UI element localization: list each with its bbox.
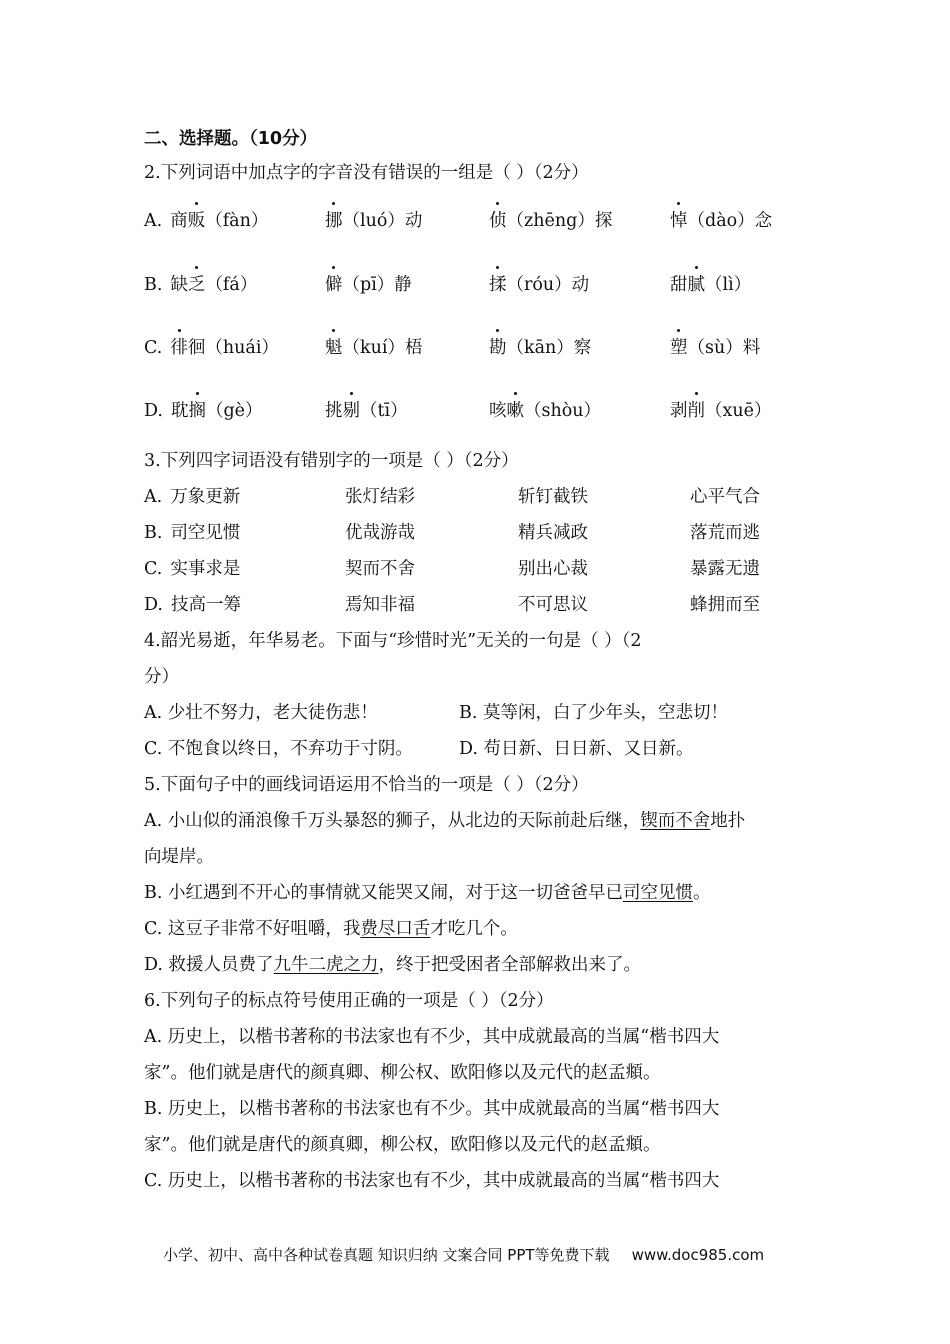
q2-option-a-item: 侦（zhēng）探 — [489, 211, 613, 231]
q3-option-c-word: 别出心裁 — [518, 559, 588, 579]
q2-option-a-item: 悼（dào）念 — [670, 211, 773, 231]
q4-option-d: D. 苟日新、日日新、又日新。 — [459, 739, 694, 759]
dotted-character: 剔 — [342, 401, 360, 421]
dotted-character: 魁 — [325, 338, 343, 358]
q3-option-a-word: 斩钉截铁 — [518, 487, 588, 507]
q3-option-a-word: 心平气合 — [690, 487, 760, 507]
option-label: D. — [144, 401, 163, 421]
q5-stem: 5.下面句子中的画线词语运用不恰当的一项是（ ）（2分） — [144, 775, 589, 795]
dotted-character: 塑 — [670, 338, 688, 358]
q2-stem: 2.下列词语中加点字的字音没有错误的一组是（ ）（2分） — [144, 163, 589, 183]
q2-option-b-item: 甜腻（lì） — [670, 275, 752, 295]
footer — [163, 1244, 764, 1265]
q2-option-b-item: 揉（róu）动 — [489, 275, 590, 295]
q3-option-a-word: A. 万象更新 — [144, 487, 241, 507]
q5-underlined-c: 费尽口舌 — [360, 919, 431, 939]
q4-stem-line2: 分） — [144, 667, 179, 687]
q3-option-b-word: 优哉游哉 — [345, 523, 415, 543]
q5-option-d: D. 救援人员费了九牛二虎之力，终于把受困者全部解救出来了。 — [144, 955, 642, 975]
q3-stem: 3.下列四字词语没有错别字的一项是（ ）（2分） — [144, 451, 519, 471]
dotted-character: 悼 — [670, 211, 688, 231]
q6-option-b: B. 历史上，以楷书著称的书法家也有不少。其中成就最高的当属“楷书四大 — [144, 1099, 720, 1119]
option-label: B. — [144, 523, 163, 543]
q5-option-b: B. 小红遇到不开心的事情就又能哭又闹，对于这一切爸爸早已司空见惯。 — [144, 883, 711, 903]
q5-underlined-d: 九牛二虎之力 — [273, 955, 379, 975]
q2-option-c-item: 魁（kuí）梧 — [325, 338, 423, 358]
option-label: A. — [144, 487, 163, 507]
q3-option-b-word: B. 司空见惯 — [144, 523, 241, 543]
dotted-character: 嗽 — [506, 401, 524, 421]
q2-option-d-item: 剥削（xuē） — [670, 401, 772, 421]
option-label: D. — [144, 595, 163, 615]
q3-option-b-word: 精兵减政 — [518, 523, 588, 543]
footer-url[interactable]: www.doc985.com — [631, 1246, 765, 1264]
option-label: C. — [144, 338, 163, 358]
q5-option-a-line2: 向堤岸。 — [144, 847, 214, 867]
dotted-character: 勘 — [489, 338, 507, 358]
section-title: 二、选择题。（10分） — [144, 129, 318, 149]
q3-option-c-word: 暴露无遗 — [690, 559, 760, 579]
dotted-character: 贩 — [187, 211, 206, 231]
option-label: B. — [144, 275, 163, 295]
q6-option-a-line2: 家”。他们就是唐代的颜真卿、柳公权、欧阳修以及元代的赵孟頫。 — [144, 1063, 661, 1083]
q3-option-a-word: 张灯结彩 — [345, 487, 415, 507]
q2-option-d-item: 咳嗽（shòu） — [489, 401, 602, 421]
q5-option-c: C. 这豆子非常不好咀嚼，我费尽口舌才吃几个。 — [144, 919, 518, 939]
dotted-character: 腻 — [687, 275, 705, 295]
q3-option-b-word: 落荒而逃 — [690, 523, 760, 543]
q2-option-b-item: B. 缺乏（fá） — [144, 275, 258, 295]
q5-option-a: A. 小山似的涌浪像千万头暴怒的狮子，从北边的天际前赴后继，锲而不舍地扑 — [144, 811, 746, 831]
dotted-character: 搁 — [188, 401, 206, 421]
dotted-character: 乏 — [187, 275, 206, 295]
q2-option-c-item: C. 徘徊（huái） — [144, 338, 279, 358]
q2-option-d-item: D. 耽搁（gè） — [144, 401, 263, 421]
q6-stem: 6.下列句子的标点符号使用正确的一项是（ ）（2分） — [144, 991, 554, 1011]
q2-option-c-item: 塑（sù）料 — [670, 338, 761, 358]
option-label: A. — [144, 211, 163, 231]
q2-option-c-item: 勘（kān）察 — [489, 338, 592, 358]
q3-option-d-word: 焉知非福 — [345, 595, 415, 615]
q6-option-c: C. 历史上，以楷书著称的书法家也有不少，其中成就最高的当属“楷书四大 — [144, 1171, 720, 1191]
q4-option-a: A. 少壮不努力，老大徒伤悲！ — [144, 703, 378, 723]
q2-option-b-item: 僻（pī）静 — [325, 275, 412, 295]
option-label: C. — [144, 559, 163, 579]
dotted-character: 徘 — [170, 338, 188, 358]
footer-text: 小学、初中、高中各种试卷真题 知识归纳 文案合同 PPT等免费下载 — [163, 1246, 610, 1264]
q3-option-c-word: C. 实事求是 — [144, 559, 241, 579]
q3-option-d-word: 不可思议 — [518, 595, 588, 615]
dotted-character: 揉 — [489, 275, 507, 295]
q5-underlined-a: 锲而不舍 — [640, 811, 711, 831]
q2-option-a-item: A. 商贩（fàn） — [144, 211, 269, 231]
q4-option-b: B. 莫等闲，白了少年头，空悲切！ — [459, 703, 728, 723]
q3-option-c-word: 契而不舍 — [345, 559, 415, 579]
q2-option-d-item: 挑剔（tī） — [325, 401, 408, 421]
q6-option-a: A. 历史上，以楷书著称的书法家也有不少，其中成就最高的当属“楷书四大 — [144, 1027, 720, 1047]
q6-option-b-line2: 家”。他们就是唐代的颜真卿，柳公权，欧阳修以及元代的赵孟頫。 — [144, 1135, 661, 1155]
dotted-character: 削 — [687, 401, 705, 421]
q5-underlined-b: 司空见惯 — [622, 883, 693, 903]
q3-option-d-word: 蜂拥而至 — [690, 595, 760, 615]
dotted-character: 侦 — [489, 211, 507, 231]
q2-option-a-item: 挪（luó）动 — [325, 211, 423, 231]
q3-option-d-word: D. 技高一筹 — [144, 595, 241, 615]
dotted-character: 挪 — [325, 211, 343, 231]
q4-stem-line1: 4.韶光易逝，年华易老。下面与“珍惜时光”无关的一句是（ ）（2 — [144, 631, 642, 651]
dotted-character: 僻 — [325, 275, 343, 295]
q4-option-c: C. 不饱食以终日，不弃功于寸阴。 — [144, 739, 413, 759]
